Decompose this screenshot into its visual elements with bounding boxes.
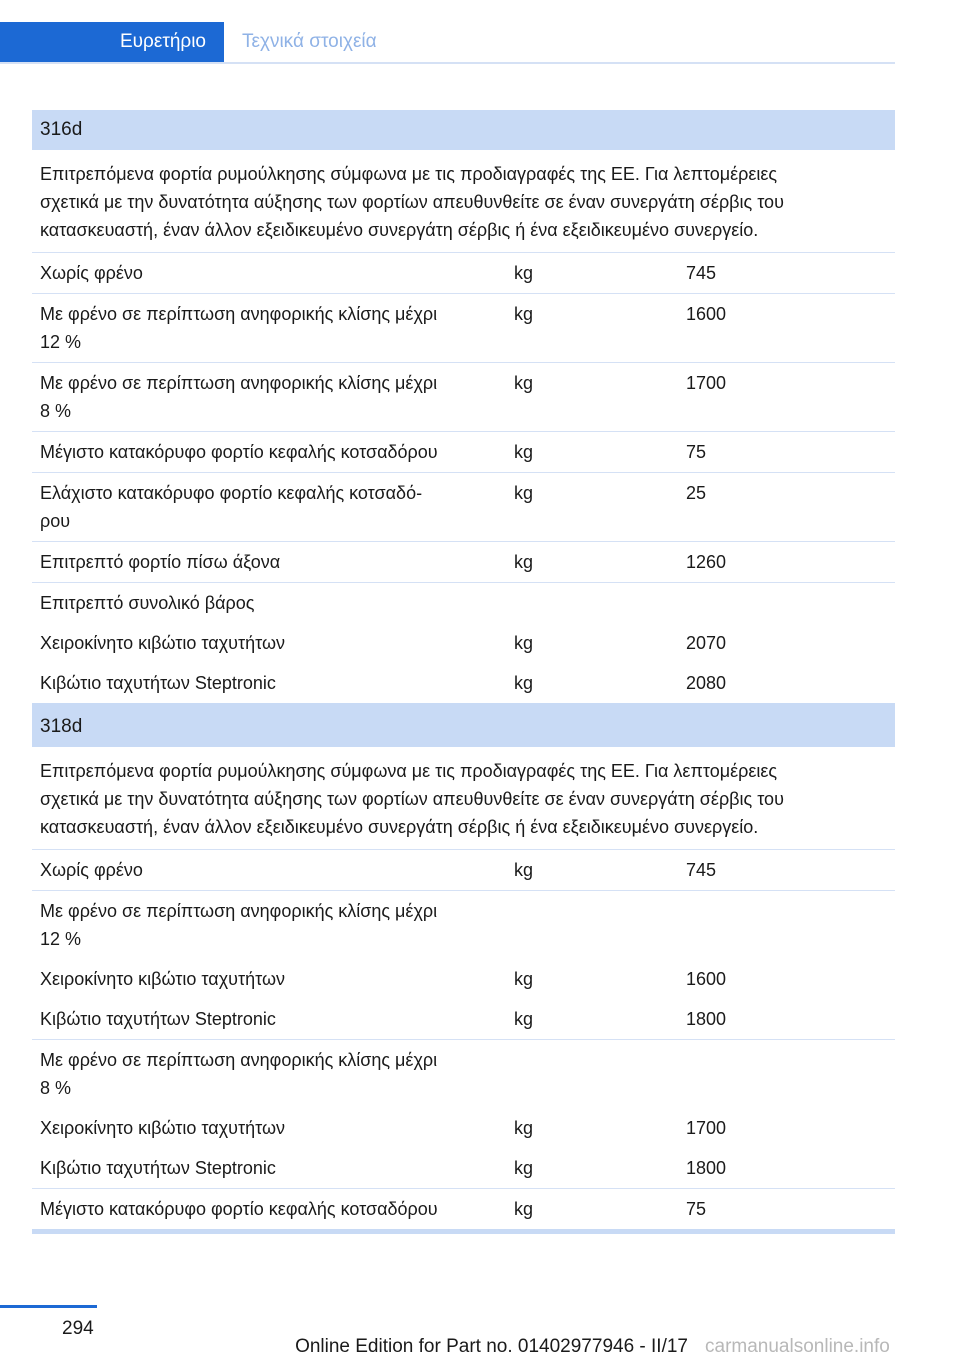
table-318d <box>32 707 895 1234</box>
table-row <box>32 432 895 473</box>
tab-index[interactable] <box>0 22 224 62</box>
row-label-line: Επιτρεπτό φορτίο πίσω άξονα <box>40 552 281 572</box>
table-row <box>32 542 895 583</box>
tab-technical-data-label: Τεχνικά στοιχεία <box>242 31 377 52</box>
table-row <box>32 294 895 363</box>
row-value: 1700 <box>686 373 727 393</box>
row-value: 2080 <box>686 673 727 693</box>
page-number: 294 <box>62 1318 94 1339</box>
table-description <box>32 747 895 850</box>
table-header <box>32 707 895 747</box>
description-line: Επιτρεπόμενα φορτία ρυμούλκησης σύμφωνα με τις προδιαγραφές της ΕΕ. Για λεπτομέρειες <box>40 761 778 781</box>
table-rows <box>32 850 895 1229</box>
table-rows <box>32 253 895 703</box>
row-label-line: Χωρίς φρένο <box>40 860 143 880</box>
row-label <box>32 1040 514 1108</box>
row-value: 1700 <box>686 1118 727 1138</box>
row-label-line: 12 % <box>40 332 82 352</box>
row-label-line: 8 % <box>40 401 72 421</box>
row-value: 1800 <box>686 1158 727 1178</box>
table-row <box>32 1148 895 1189</box>
row-value: 1600 <box>686 304 727 324</box>
row-label-line: Χειροκίνητο κιβώτιο ταχυτήτων <box>40 1118 286 1138</box>
row-label-line: 8 % <box>40 1078 72 1098</box>
row-value: 2070 <box>686 633 727 653</box>
description-line: κατασκευαστή, έναν άλλον εξειδικευμένο συνεργάτη σέρβις ή ένα εξειδικευμένο συνεργείο. <box>40 817 759 837</box>
description-line: σχετικά με την δυνατότητα αύξησης των φορτίων απευθυνθείτε σε έναν συνεργάτη σέρβις του <box>40 192 784 212</box>
row-unit: kg <box>514 860 534 880</box>
table-row <box>32 891 895 959</box>
row-label <box>32 999 514 1039</box>
table-description <box>32 150 895 253</box>
row-unit: kg <box>514 1118 534 1138</box>
table-row <box>32 363 895 432</box>
row-label-line: Ελάχιστο κατακόρυφο φορτίο κεφαλής κοτσαδό- <box>40 483 423 503</box>
row-unit: kg <box>514 373 534 393</box>
table-row <box>32 959 895 999</box>
row-unit: kg <box>514 1158 534 1178</box>
row-unit: kg <box>514 969 534 989</box>
row-value: 75 <box>686 1199 707 1219</box>
row-unit: kg <box>514 483 534 503</box>
row-label <box>32 1189 514 1229</box>
table-row <box>32 1040 895 1108</box>
row-label-line: Επιτρεπτό συνολικό βάρος <box>40 593 255 613</box>
row-label-line: Μέγιστο κατακόρυφο φορτίο κεφαλής κοτσαδόρου <box>40 1199 438 1219</box>
watermark: carmanualsonline.info <box>705 1336 890 1357</box>
row-label <box>32 891 514 959</box>
table-row <box>32 1189 895 1229</box>
table-316d <box>32 110 895 708</box>
row-unit: kg <box>514 552 534 572</box>
table-header-title: 318d <box>40 716 83 737</box>
row-label <box>32 623 514 663</box>
row-value: 1600 <box>686 969 727 989</box>
description-line: κατασκευαστή, έναν άλλον εξειδικευμένο συνεργάτη σέρβις ή ένα εξειδικευμένο συνεργείο. <box>40 220 759 240</box>
row-value: 745 <box>686 860 717 880</box>
row-value: 1800 <box>686 1009 727 1029</box>
row-value: 745 <box>686 263 717 283</box>
row-label <box>32 473 514 541</box>
row-label <box>32 959 514 999</box>
row-label <box>32 1108 514 1148</box>
row-label <box>32 1148 514 1188</box>
row-label-line: Κιβώτιο ταχυτήτων Steptronic <box>40 1158 276 1178</box>
row-unit <box>514 583 686 623</box>
row-label-line: Με φρένο σε περίπτωση ανηφορικής κλίσης μέχρι <box>40 1050 438 1070</box>
description-line: Επιτρεπόμενα φορτία ρυμούλκησης σύμφωνα με τις προδιαγραφές της ΕΕ. Για λεπτομέρειες <box>40 164 778 184</box>
row-value: 1260 <box>686 552 727 572</box>
description-line: σχετικά με την δυνατότητα αύξησης των φορτίων απευθυνθείτε σε έναν συνεργάτη σέρβις του <box>40 789 784 809</box>
table-end-bar <box>32 1229 895 1234</box>
edition-info: Online Edition for Part no. 01402977946 - II/17 <box>295 1336 688 1357</box>
table-header <box>32 110 895 150</box>
tab-technical-data[interactable] <box>242 22 377 62</box>
row-label-line: Μέγιστο κατακόρυφο φορτίο κεφαλής κοτσαδόρου <box>40 442 438 462</box>
row-unit: kg <box>514 673 534 693</box>
row-label <box>32 363 514 431</box>
table-row <box>32 623 895 663</box>
row-unit: kg <box>514 263 534 283</box>
row-label-line: Με φρένο σε περίπτωση ανηφορικής κλίσης μέχρι <box>40 373 438 393</box>
row-label <box>32 294 514 362</box>
row-label-line: 12 % <box>40 929 82 949</box>
row-label-line: Με φρένο σε περίπτωση ανηφορικής κλίσης μέχρι <box>40 304 438 324</box>
row-unit: kg <box>514 304 534 324</box>
table-row <box>32 850 895 891</box>
row-label-line: Κιβώτιο ταχυτήτων Steptronic <box>40 673 276 693</box>
row-unit <box>514 891 686 959</box>
row-label <box>32 850 514 890</box>
row-label-line: Χειροκίνητο κιβώτιο ταχυτήτων <box>40 633 286 653</box>
tab-index-label: Ευρετήριο <box>119 31 206 52</box>
row-unit: kg <box>514 1199 534 1219</box>
row-label-line: ρου <box>40 511 71 531</box>
table-row <box>32 999 895 1040</box>
row-label <box>32 253 514 293</box>
row-unit <box>514 1040 686 1108</box>
table-row <box>32 473 895 542</box>
row-unit: kg <box>514 1009 534 1029</box>
row-label <box>32 583 514 623</box>
row-label-line: Κιβώτιο ταχυτήτων Steptronic <box>40 1009 276 1029</box>
row-label-line: Χωρίς φρένο <box>40 263 143 283</box>
row-label <box>32 432 514 472</box>
row-value: 25 <box>686 483 707 503</box>
row-label <box>32 542 514 582</box>
table-row <box>32 663 895 703</box>
row-label-line: Με φρένο σε περίπτωση ανηφορικής κλίσης μέχρι <box>40 901 438 921</box>
top-navigation <box>0 22 895 64</box>
footer-accent-line <box>0 1305 97 1308</box>
row-value: 75 <box>686 442 707 462</box>
table-header-title: 316d <box>40 119 83 140</box>
row-label-line: Χειροκίνητο κιβώτιο ταχυτήτων <box>40 969 286 989</box>
row-unit: kg <box>514 633 534 653</box>
table-row <box>32 1108 895 1148</box>
row-unit: kg <box>514 442 534 462</box>
row-label <box>32 663 514 703</box>
table-row <box>32 583 895 623</box>
table-row <box>32 253 895 294</box>
